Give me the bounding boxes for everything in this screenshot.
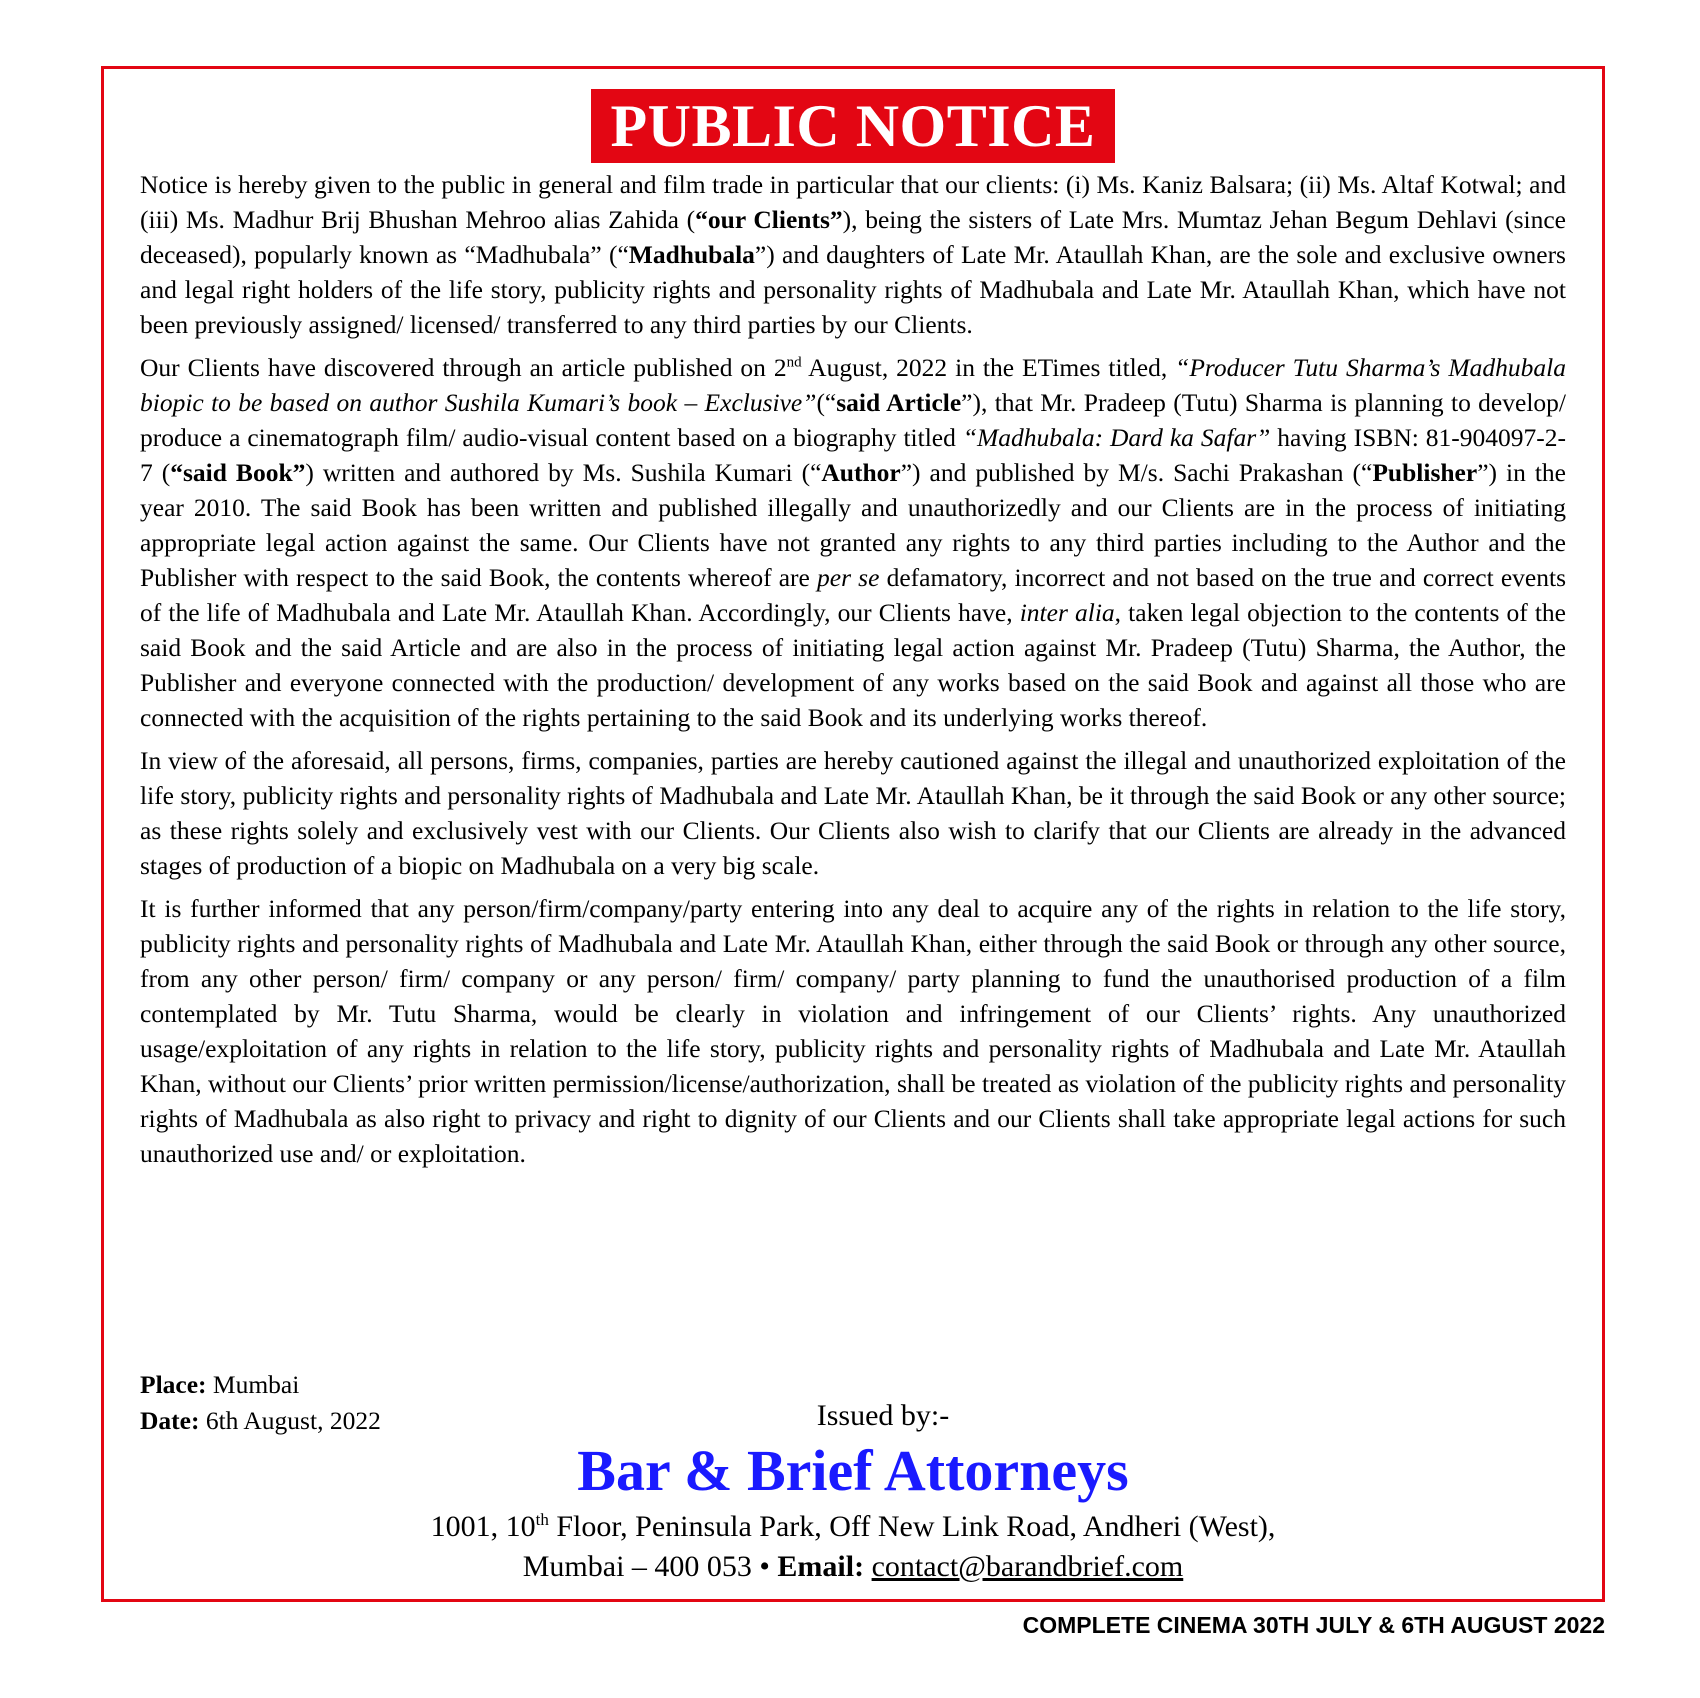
address-line-1 [104, 1507, 1602, 1547]
notice-body [140, 167, 1566, 1179]
paragraph-3: In view of the aforesaid, all persons, firms, companies, parties are hereby cautioned against the illegal and unauthorized exploitation of the life story, publicity rights and personality rights of Madhubala and Late Mr. Ataullah Khan, be it through the said Book or any other source; as these rights solely and exclusively vest with our Clients. Our Clients also wish to clarify that our Clients are already in the advanced stages of production of a biopic on Madhubala on a very big scale. [140, 746, 1566, 880]
email-link[interactable]: contact@barandbrief.com [871, 1550, 1184, 1583]
date-label: Date: [140, 1406, 200, 1435]
date-value: 6th August, 2022 [199, 1406, 381, 1435]
p2-text-2: August, 2022 in the ETimes titled, [801, 353, 1176, 382]
firm-name: Bar & Brief Attorneys [577, 1438, 1129, 1503]
p2-text-9: defamatory, incorrect and not based on the true and correct events of the life of Madhubala and Late Mr. Ataullah Khan. Accordingly, our Clients have, [140, 563, 1567, 627]
p2-text-4: ”), that Mr. Pradeep (Tutu) Sharma is planning to develop/ produce a cinematograph film/ audio-visual content based on a biography titled [140, 388, 1566, 452]
p2-bold-said-article: said Article [836, 388, 962, 417]
p2-text-6: ) written and authored by Ms. Sushila Kumari (“ [305, 458, 822, 487]
notice-title: PUBLIC NOTICE [591, 89, 1116, 163]
paragraph-1 [140, 167, 1566, 342]
p2-text-1: Our Clients have discovered through an article published on 2 [140, 353, 787, 382]
firm-address [104, 1507, 1602, 1587]
address-line2-text: Mumbai – 400 053 • [522, 1550, 778, 1583]
place-value: Mumbai [206, 1370, 300, 1399]
p2-text-7: ”) and published by M/s. Sachi Prakashan (“ [900, 458, 1373, 487]
p2-text-3: (“ [816, 388, 837, 417]
p1-bold-our-clients: “our Clients” [695, 205, 843, 234]
address-line-2 [104, 1547, 1602, 1587]
address-line1-b: Floor, Peninsula Park, Off New Link Road, Andheri (West), [548, 1510, 1276, 1543]
p2-italic-per-se: per se [817, 563, 880, 592]
p1-text-2: ), being the sisters of Late Mrs. Mumtaz Jehan Begum Dehlavi (since deceased), popularly known as “Madhubala” (“ [140, 205, 1566, 269]
p1-bold-madhubala: Madhubala [628, 240, 755, 269]
p2-article-title: “Producer Tutu Sharma’s Madhubala biopic to be based on author Sushila Kumari’s book – Exclusive” [140, 353, 1566, 417]
title-wrapper [104, 89, 1602, 163]
p2-book-title: “Madhubala: Dard ka Safar” [962, 423, 1271, 452]
paragraph-2 [140, 350, 1566, 735]
paragraph-4: It is further informed that any person/firm/company/party entering into any deal to acquire any of the rights in relation to the life story, publicity rights and personality rights of Madhubala and Late Mr. Ataullah Khan, either through the said Book or through any other source, from any other person/ firm/ company or any person/ firm/ company/ party planning to fund the unauthorised production of a film contemplated by Mr. Tutu Sharma, would be clearly in violation and infringement of our Clients’ rights. Any unauthorized usage/exploitation of any rights in relation to the life story, publicity rights and personality rights of Madhubala and Late Mr. Ataullah Khan, without our Clients’ prior written permission/license/authorization, shall be treated as violation of the publicity rights and personality rights of Madhubala as also right to privacy and right to dignity of our Clients and our Clients shall take appropriate legal actions for such unauthorized use and/ or exploitation. [140, 894, 1566, 1168]
p2-bold-author: Author [821, 458, 901, 487]
p2-bold-publisher: Publisher [1372, 458, 1478, 487]
issued-by: Issued by:- [816, 1399, 950, 1432]
p2-text-10: , taken legal objection to the contents of the said Book and the said Article and are also in the process of initiating legal action against Mr. Pradeep (Tutu) Sharma, the Author, the Publisher and everyone connected with the production/ development of any works based on the said Book and against all those who are connected with the acquisition of the rights pertaining to the said Book and its underlying works thereof. [140, 598, 1566, 732]
p2-italic-inter-alia: inter alia [1019, 598, 1115, 627]
p1-text-3: ”) and daughters of Late Mr. Ataullah Khan, are the sole and exclusive owners and legal right holders of the life story, publicity rights and personality rights of Madhubala and Late Mr. Ataullah Khan, which have not been previously assigned/ licensed/ transferred to any third parties by our Clients. [140, 240, 1566, 339]
p2-text-8: ”) in the year 2010. The said Book has been written and published illegally and unauthorizedly and our Clients are in the process of initiating appropriate legal action against the same. Our Clients have not granted any rights to any third parties including to the Author and the Publisher with respect to the said Book, the contents whereof are [140, 458, 1566, 592]
p2-ordinal-sup: nd [786, 354, 802, 371]
email-label: Email: [777, 1550, 865, 1583]
address-line1-a: 1001, 10 [430, 1510, 536, 1543]
notice-frame [101, 66, 1605, 1602]
p1-text-1: Notice is hereby given to the public in general and film trade in particular that our clients: (i) Ms. Kaniz Balsara; (ii) Ms. Altaf Kotwal; and (iii) Ms. Madhur Brij Bhushan Mehroo alias Zahida ( [140, 170, 1566, 234]
address-floor-sup: th [535, 1510, 549, 1529]
publication-footer: COMPLETE CINEMA 30TH JULY & 6TH AUGUST 2022 [1022, 1612, 1605, 1638]
p2-text-5: having ISBN: 81-904097-2-7 ( [140, 423, 1566, 487]
place-label: Place: [140, 1370, 207, 1399]
p2-bold-said-book: “said Book” [170, 458, 306, 487]
